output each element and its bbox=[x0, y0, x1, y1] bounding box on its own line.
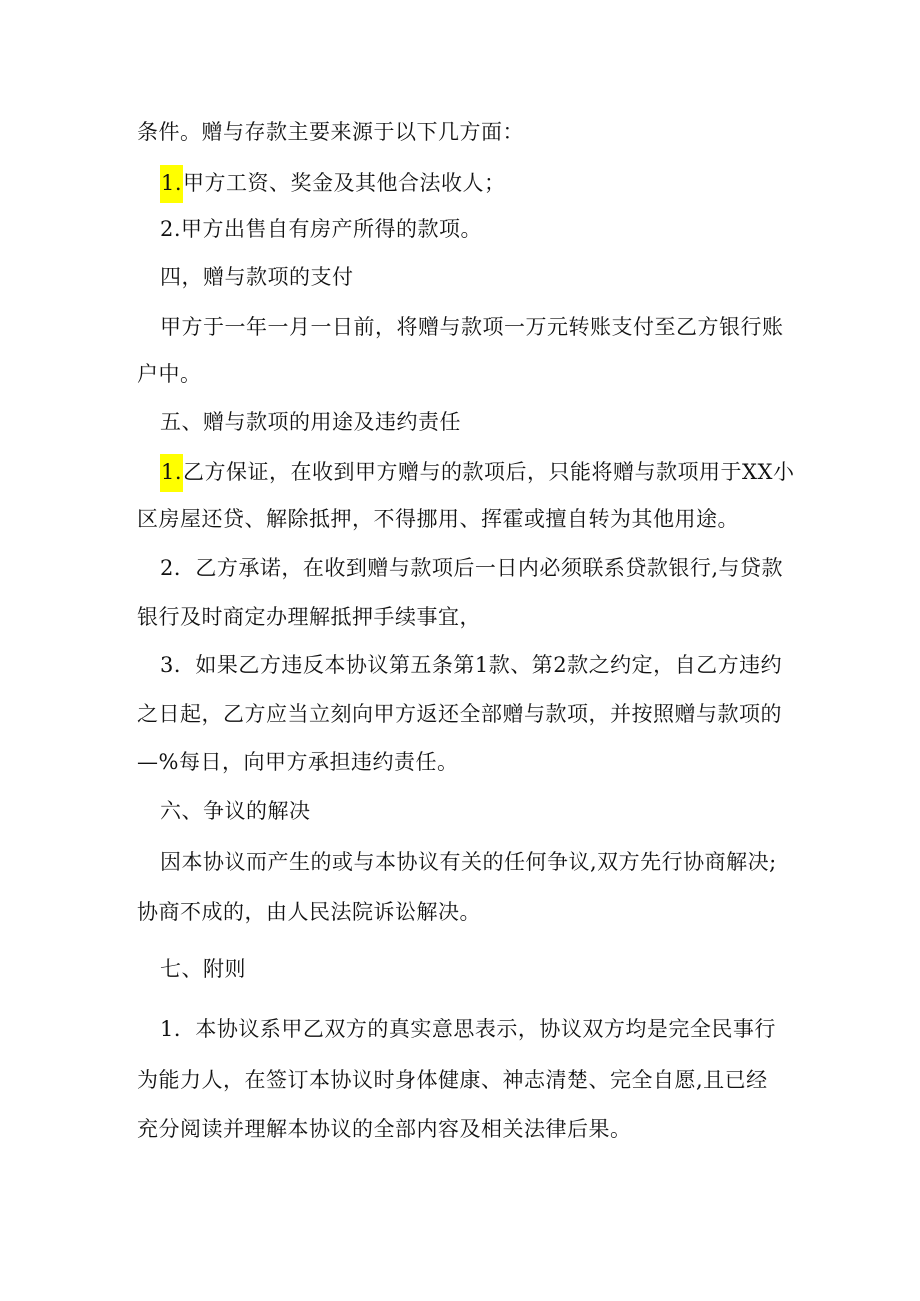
line-text: 条件。赠与存款主要来源于以下几方面： bbox=[137, 120, 524, 144]
line-text: 之日起，乙方应当立刻向甲方返还全部赠与款项，并按照赠与款项的 bbox=[137, 702, 782, 726]
line-text: 甲方工资、奖金及其他合法收人； bbox=[183, 171, 506, 195]
paragraph-line bbox=[0, 359, 920, 389]
paragraph-line bbox=[0, 1065, 920, 1095]
line-text: —%每日，向甲方承担违约责任。 bbox=[137, 750, 459, 774]
paragraph-line bbox=[0, 897, 920, 927]
section-heading bbox=[0, 262, 920, 292]
list-item bbox=[0, 457, 920, 487]
line-text: 3．如果乙方违反本协议第五条第1款、第2款之约定，自乙方违约 bbox=[160, 653, 783, 677]
line-text: 1．本协议系甲乙双方的真实意思表示，协议双方均是完全民事行 bbox=[160, 1017, 776, 1041]
paragraph-line bbox=[0, 312, 920, 342]
paragraph-line bbox=[0, 747, 920, 777]
list-item bbox=[0, 553, 920, 583]
line-text: 六、争议的解决 bbox=[160, 799, 311, 823]
paragraph-line bbox=[0, 699, 920, 729]
section-heading bbox=[0, 796, 920, 826]
line-text: 因本协议而产生的或与本协议有关的任何争议,双方先行协商解决; bbox=[160, 850, 777, 874]
paragraph-line bbox=[0, 847, 920, 877]
line-text: 2.甲方出售自有房产所得的款项。 bbox=[160, 217, 483, 241]
highlighted-number: 1. bbox=[160, 165, 183, 203]
paragraph-line bbox=[0, 1114, 920, 1144]
paragraph-line bbox=[0, 504, 920, 534]
paragraph-line bbox=[0, 117, 920, 147]
line-text: 四，赠与款项的支付 bbox=[160, 265, 354, 289]
line-text: 甲方于一年一月一日前，将赠与款项一万元转账支付至乙方银行账 bbox=[160, 315, 784, 339]
paragraph-line bbox=[0, 602, 920, 632]
section-heading bbox=[0, 407, 920, 437]
list-item bbox=[0, 214, 920, 244]
line-text: 乙方保证，在收到甲方赠与的款项后，只能将赠与款项用于XX小 bbox=[183, 460, 795, 484]
line-text: 充分阅读并理解本协议的全部内容及相关法律后果。 bbox=[137, 1117, 632, 1141]
list-item bbox=[0, 1014, 920, 1044]
line-text: 五、赠与款项的用途及违约责任 bbox=[160, 410, 461, 434]
section-heading bbox=[0, 954, 920, 984]
line-text: 协商不成的，由人民法院诉讼解决。 bbox=[137, 900, 481, 924]
line-text: 户中。 bbox=[137, 362, 202, 386]
line-text: 七、附则 bbox=[160, 957, 246, 981]
line-text: 为能力人，在签订本协议时身体健康、神志清楚、完全自愿,且已经 bbox=[137, 1068, 768, 1092]
line-text: 2．乙方承诺，在收到赠与款项后一日内必须联系贷款银行,与贷款 bbox=[160, 556, 784, 580]
highlighted-number: 1. bbox=[160, 454, 183, 492]
list-item bbox=[0, 168, 920, 198]
line-text: 区房屋还贷、解除抵押，不得挪用、挥霍或擅自转为其他用途。 bbox=[137, 507, 739, 531]
list-item bbox=[0, 650, 920, 680]
line-text: 银行及时商定办理解抵押手续事宜， bbox=[137, 605, 481, 629]
